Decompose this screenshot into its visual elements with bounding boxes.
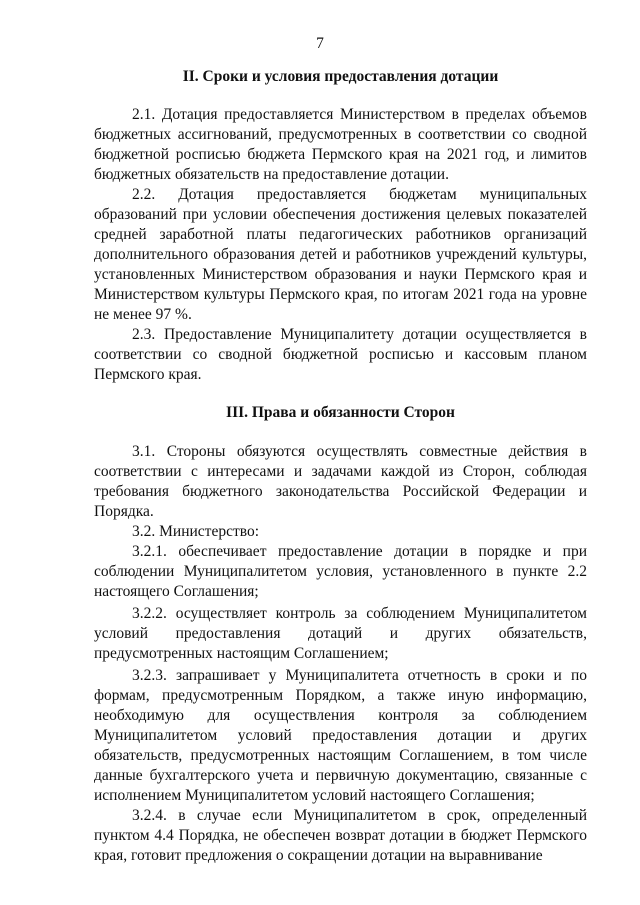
paragraph-2-2: 2.2. Дотация предоставляется бюджетам муниципальных образований при условии обеспечения достижения целевых показателей средней заработной платы педагогических работников организаций дополнительного образования детей и работников учреждений культуры, установленных Министерством образования и науки Пермского края и Министерством культуры Пермского края, по итогам 2021 года на уровне не менее 97 %. xyxy=(94,186,587,323)
paragraph-2-3: 2.3. Предоставление Муниципалитету дотации осуществляется в соответствии со сводной бюджетной росписью и кассовым планом Пермского края. xyxy=(94,326,587,383)
page-number: 7 xyxy=(316,35,324,52)
paragraph-3-2-4: 3.2.4. в случае если Муниципалитетом в срок, определенный пунктом 4.4 Порядка, не обеспечен возврат дотации в бюджет Пермского края, готовит предложения о сокращении дотации на выравнивание xyxy=(94,807,587,864)
paragraph-2-1: 2.1. Дотация предоставляется Министерством в пределах объемов бюджетных ассигнований, предусмотренных в соответствии со сводной бюджетной росписью бюджета Пермского края на 2021 год, и лимитов бюджетных обязательств на предоставление дотации. xyxy=(94,106,587,183)
paragraph-3-2-1: 3.2.1. обеспечивает предоставление дотации в порядке и при соблюдении Муниципалитетом условия, установленного в пункте 2.2 настоящего Соглашения; xyxy=(94,543,587,600)
paragraph-3-2-3: 3.2.3. запрашивает у Муниципалитета отчетность в сроки и по формам, предусмотренным Порядком, а также иную информацию, необходимую для осуществления контроля за соблюдением Муниципалитетом условий предоставления дотации и других обязательств, предусмотренных настоящим Соглашением, в том числе данные бухгалтерского учета и первичную документацию, связанные с исполнением Муниципалитетом условий настоящего Соглашения; xyxy=(94,667,587,804)
section-3-title: III. Права и обязанности Сторон xyxy=(226,404,455,421)
paragraph-3-2-2: 3.2.2. осуществляет контроль за соблюдением Муниципалитетом условий предоставления дотаций и других обязательств, предусмотренных настоящим Соглашением; xyxy=(94,605,587,662)
section-2-title: II. Сроки и условия предоставления дотации xyxy=(182,68,499,85)
paragraph-3-1: 3.1. Стороны обязуются осуществлять совместные действия в соответствии с интересами и задачами каждой из Сторон, соблюдая требования бюджетного законодательства Российской Федерации и Порядка. xyxy=(94,443,587,520)
paragraph-3-2: 3.2. Министерство: xyxy=(132,523,259,540)
document-body xyxy=(94,67,587,866)
